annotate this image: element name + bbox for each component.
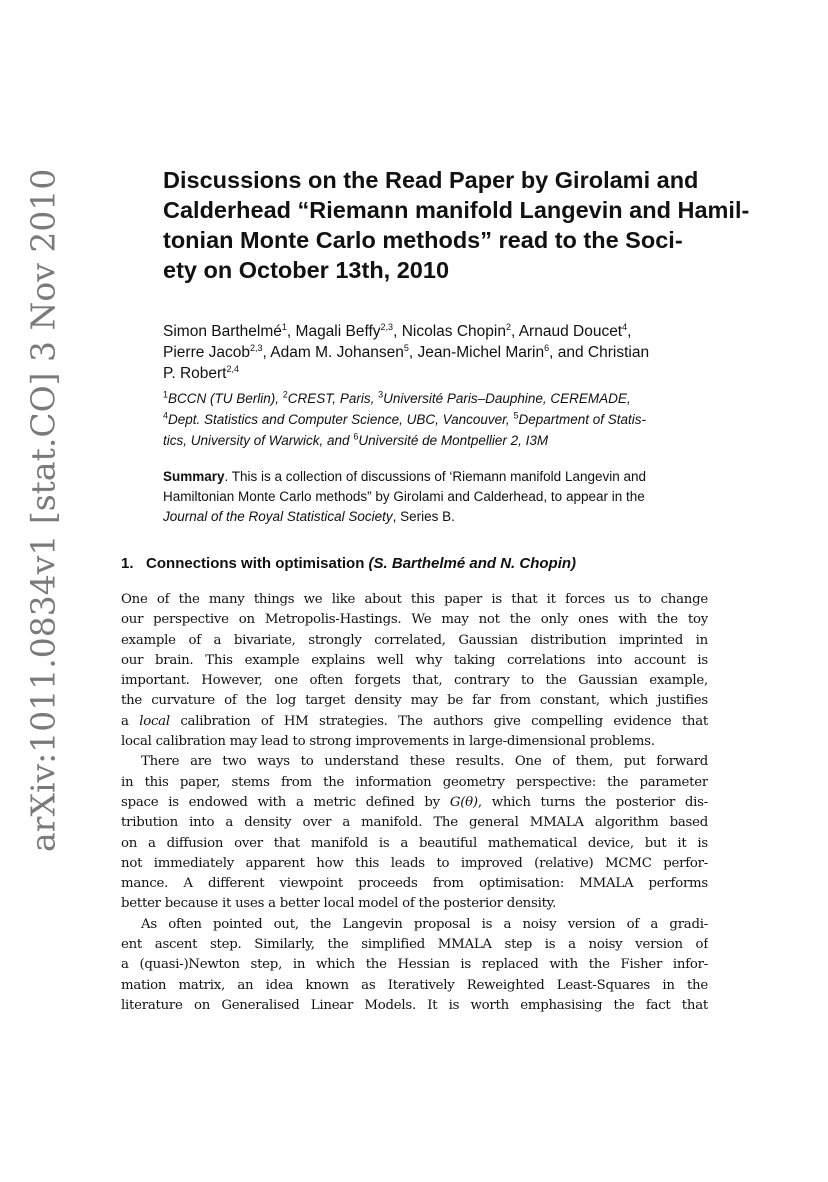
affiliation-mark: 1 (281, 321, 287, 332)
section-authors: (S. Barthelmé and N. Chopin) (368, 555, 577, 572)
body-line: a local calibration of HM strategies. The authors give compelling evidence that (121, 713, 708, 729)
body-line: literature on Generalised Linear Models. It is worth emphasising the fact that (121, 997, 708, 1013)
author-name: Pierre Jacob (163, 344, 251, 361)
body-line: our brain. This example explains well why taking correlations into account is (121, 652, 708, 668)
body-line: As often pointed out, the Langevin proposal is a noisy version of a gradi- (141, 916, 708, 932)
summary-text: , Series B. (392, 509, 455, 524)
affiliation-text: BCCN (TU Berlin), (168, 391, 283, 406)
title-line: Discussions on the Read Paper by Girolami and (163, 167, 699, 193)
affiliation-text: Université de Montpellier 2, I3M (358, 433, 549, 448)
body-line: important. However, one often forgets that, contrary to the Gaussian example, (121, 673, 708, 689)
author-name: Jean-Michel Marin (417, 344, 545, 361)
author-line: Simon Barthelmé$^1$, Magali Beffy$^{2,3}$, Nicolas Chopin$^2$, Arnaud Doucet$^4$, (163, 321, 632, 340)
affiliation-text: Dept. Statistics and Computer Science, UBC, Vancouver, (168, 412, 514, 427)
body-line: mation matrix, an idea known as Iteratively Reweighted Least-Squares in the (121, 977, 708, 993)
section-heading (121, 554, 721, 574)
journal-name: Journal of the Royal Statistical Society (163, 509, 393, 524)
affiliation-mark: 2,4 (226, 363, 239, 374)
affiliation-mark: 5 (403, 342, 409, 353)
body-line: mance. A different viewpoint proceeds from optimisation: MMALA performs (121, 876, 708, 892)
affiliation-text: tics, University of Warwick, and (163, 433, 354, 448)
summary-text: . This is a collection of discussions of ‘Riemann manifold Langevin and (224, 469, 647, 484)
author-line: Pierre Jacob$^{2,3}$, Adam M. Johansen$^5$, Jean-Michel Marin$^6$, and Christian (163, 342, 650, 361)
affiliation-mark: 2 (505, 321, 511, 332)
body-line: the curvature of the log target density may be far from constant, which justifies (121, 693, 708, 709)
summary-label: Summary (163, 469, 225, 484)
paper-title (163, 165, 753, 285)
affiliation-mark: 4 (622, 321, 628, 332)
affiliation-mark: 2,3 (250, 342, 263, 353)
author-name: Magali Beffy (295, 323, 381, 340)
author-name: Nicolas Chopin (401, 323, 506, 340)
body-line: local calibration may lead to strong improvements in large-dimensional problems. (121, 734, 655, 750)
body-line: better because it uses a better local model of the posterior density. (121, 896, 557, 912)
body-line: a (quasi-)Newton step, in which the Hessian is replaced with the Fisher infor- (121, 957, 708, 973)
body-line: ent ascent step. Similarly, the simplified MMALA step is a noisy version of (121, 937, 708, 953)
title-line: Calderhead “Riemann manifold Langevin and Hamil- (163, 197, 750, 223)
body-line: tribution into a density over a manifold. The general MMALA algorithm based (121, 815, 708, 831)
body-line: There are two ways to understand these results. One of them, put forward (141, 754, 708, 770)
title-line: ety on October 13th, 2010 (163, 257, 450, 283)
body-line-text: calibration of HM strategies. The authors give compelling evidence that (169, 713, 708, 729)
summary-line: Hamiltonian Monte Carlo methods” by Girolami and Calderhead, to appear in the (163, 489, 645, 504)
summary-block (163, 467, 723, 527)
section-title: Connections with optimisation (146, 555, 369, 572)
author-line (163, 363, 723, 384)
affiliation-line (163, 388, 723, 409)
affiliation-mark: 2 (282, 389, 288, 400)
emphasis: local (139, 713, 170, 729)
section-number: 1. (121, 555, 134, 572)
affiliation-mark: 4 (163, 410, 169, 421)
author-name: Arnaud Doucet (518, 323, 623, 340)
affiliation-mark: 2,3 (380, 321, 394, 332)
affiliation-mark: 5 (513, 410, 519, 421)
affiliation-mark: 6 (544, 342, 550, 353)
author-name: Adam M. Johansen (270, 344, 404, 361)
body-line: on a diffusion over that manifold is a beautiful mathematical device, but it is (121, 835, 708, 851)
body-line-text: , which turns the posterior dis- (477, 794, 708, 810)
body-line: One of the many things we like about this paper is that it forces us to change (121, 592, 708, 607)
summary-line (163, 507, 723, 527)
affiliation-line (163, 409, 723, 430)
arxiv-identifier: arXiv:1011.0834v1 [stat.CO] 3 Nov 2010 (23, 168, 63, 852)
affiliation-mark: 1 (163, 389, 169, 400)
emphasis: G(θ) (449, 794, 478, 810)
summary-line (163, 467, 723, 487)
affiliation-line (163, 430, 723, 451)
author-list (163, 321, 723, 384)
author-name: P. Robert (163, 365, 227, 382)
body-line: space is endowed with a metric defined by G(θ), which turns the posterior dis- (121, 794, 708, 810)
author-name: Simon Barthelmé (163, 323, 282, 340)
affiliation-text: Department of Statis- (518, 412, 647, 427)
title-line: tonian Monte Carlo methods” read to the Soci- (163, 227, 683, 253)
affiliations (163, 388, 723, 451)
body-line: in this paper, stems from the information geometry perspective: the parameter (121, 774, 708, 790)
affiliation-mark: 3 (378, 389, 384, 400)
body-line: not immediately apparent how this leads to improved (relative) MCMC perfor- (121, 855, 708, 871)
affiliation-mark: 6 (353, 431, 359, 442)
body-line: our perspective on Metropolis-Hastings. We may not the only ones with the toy (121, 612, 708, 628)
author-name: , and Christian (549, 344, 650, 361)
body-line: example of a bivariate, strongly correlated, Gaussian distribution imprinted in (121, 632, 708, 648)
affiliation-text: Université Paris–Dauphine, CEREMADE, (383, 391, 631, 406)
affiliation-text: CREST, Paris, (287, 391, 379, 406)
body-text (121, 590, 708, 1016)
